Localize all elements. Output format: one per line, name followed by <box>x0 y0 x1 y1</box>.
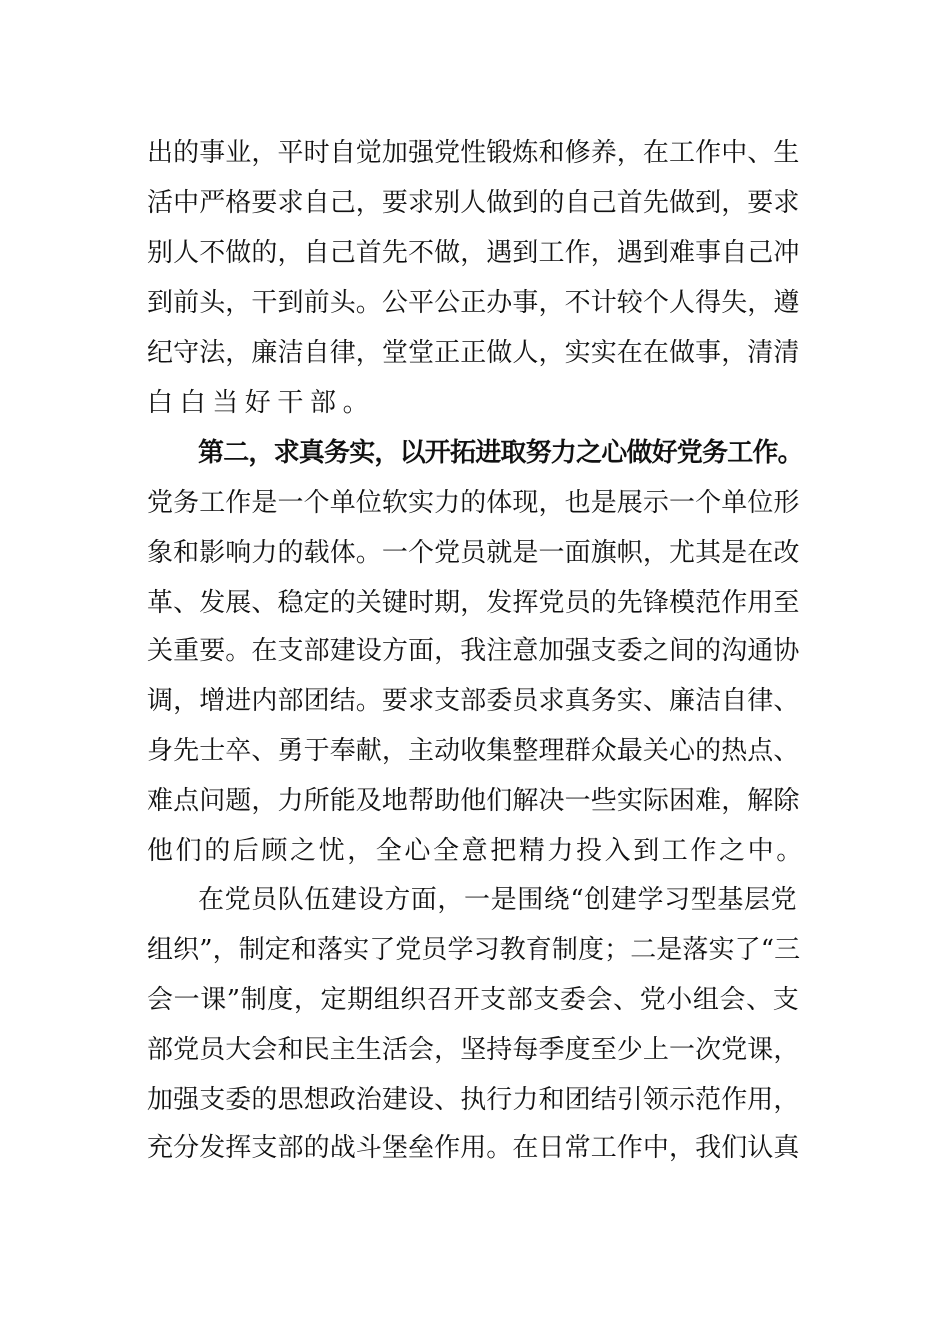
text-line: 关重要。在支部建设方面，我注意加强支委之间的沟通协 <box>147 636 800 666</box>
text-line: 革、发展、稳定的关键时期，发挥党员的先锋模范作用至 <box>147 588 800 618</box>
text-line: 别人不做的，自己首先不做，遇到工作，遇到难事自己冲 <box>147 238 800 268</box>
text-line: 出的事业，平时自觉加强党性锻炼和修养，在工作中、生 <box>147 138 800 168</box>
text-line: 会一课”制度，定期组织召开支部支委会、党小组会、支 <box>147 985 800 1015</box>
text-line: 加强支委的思想政治建设、执行力和团结引领示范作用， <box>147 1085 800 1115</box>
text-line: 组织”，制定和落实了党员学习教育制度；二是落实了“三 <box>147 935 801 965</box>
text-line: 党务工作是一个单位软实力的体现，也是展示一个单位形 <box>147 488 800 518</box>
text-line: 到前头，干到前头。公平公正办事，不计较个人得失，遵 <box>147 288 800 318</box>
text-line: 活中严格要求自己，要求别人做到的自己首先做到，要求 <box>147 188 800 218</box>
text-line: 难点问题，力所能及地帮助他们解决一些实际困难，解除 <box>147 786 800 816</box>
text-line: 白白当好干部。 <box>147 388 376 418</box>
text-line: 他们的后顾之忧，全心全意把精力投入到工作之中。 <box>147 836 805 866</box>
text-line: 充分发挥支部的战斗堡垒作用。在日常工作中，我们认真 <box>147 1133 800 1163</box>
text-line: 身先士卒、勇于奉献，主动收集整理群众最关心的热点、 <box>147 736 800 766</box>
text-line: 部党员大会和民主生活会，坚持每季度至少上一次党课， <box>147 1035 800 1065</box>
paragraph-first-line: 在党员队伍建设方面，一是围绕“创建学习型基层党 <box>198 885 798 915</box>
text-line: 纪守法，廉洁自律，堂堂正正做人，实实在在做事，清清 <box>147 338 800 368</box>
section-heading: 第二，求真务实，以开拓进取努力之心做好党务工作。 <box>198 438 803 468</box>
text-line: 调，增进内部团结。要求支部委员求真务实、廉洁自律、 <box>147 686 800 716</box>
text-line: 象和影响力的载体。一个党员就是一面旗帜，尤其是在改 <box>147 538 800 568</box>
